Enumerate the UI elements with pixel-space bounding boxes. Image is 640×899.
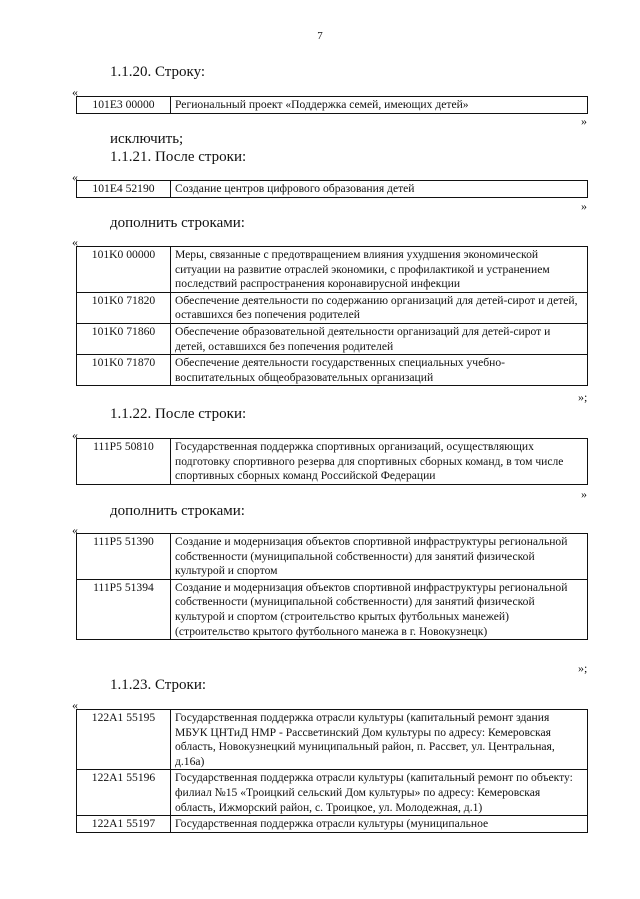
row-code: 122A1 55196 bbox=[77, 770, 171, 816]
row-code: 101K0 71860 bbox=[77, 323, 171, 354]
row-code: 122A1 55195 bbox=[77, 710, 171, 770]
row-code: 111P5 51394 bbox=[77, 579, 171, 639]
row-text: Создание центров цифрового образования детей bbox=[171, 181, 588, 198]
close-quote-semicolon: »; bbox=[578, 390, 588, 404]
table-row bbox=[77, 816, 588, 833]
close-quote: » bbox=[581, 114, 587, 128]
table-1-1-23 bbox=[76, 709, 588, 833]
row-text: Государственная поддержка отрасли культуры (муниципальное bbox=[171, 816, 588, 833]
section-heading-1-1-22: 1.1.22. После строки: bbox=[110, 406, 247, 422]
row-text: Региональный проект «Поддержка семей, имеющих детей» bbox=[171, 97, 588, 114]
row-text: Государственная поддержка отрасли культуры (капитальный ремонт здания МБУК ЦНТиД НМР - Рассветинский Дом культуры по адресу: Кемеровская область, Новокузнецкий муниципальный район, п. Рассвет, ул. Центральная, д.16а) bbox=[171, 710, 588, 770]
row-text: Создание и модернизация объектов спортивной инфраструктуры региональной собственности (муниципальной собственности) для занятий физической культурой и спортом bbox=[171, 534, 588, 580]
table-row bbox=[77, 323, 588, 354]
open-quote: « bbox=[72, 428, 78, 442]
supplement-heading: дополнить строками: bbox=[110, 503, 245, 519]
row-code: 101E4 52190 bbox=[77, 181, 171, 198]
section-heading-1-1-21: 1.1.21. После строки: bbox=[110, 149, 247, 165]
row-code: 101E3 00000 bbox=[77, 97, 171, 114]
row-text: Создание и модернизация объектов спортивной инфраструктуры региональной собственности (муниципальной собственности) для занятий физической культурой и спортом (строительство крытых футбольных манежей) (строительство крытого футбольного манежа в г. Новокузнецк) bbox=[171, 579, 588, 639]
table-1-1-22 bbox=[76, 438, 588, 485]
table-1-1-22-supplement bbox=[76, 533, 588, 640]
row-code: 111P5 50810 bbox=[77, 439, 171, 485]
open-quote: « bbox=[72, 698, 78, 712]
row-text: Государственная поддержка отрасли культуры (капитальный ремонт по объекту: филиал №15 «Троицкий сельский Дом культуры» по адресу: Кемеровская область, Ижморский район, с. Троицкое, ул. Молодежная, д.1) bbox=[171, 770, 588, 816]
row-code: 111P5 51390 bbox=[77, 534, 171, 580]
table-row bbox=[77, 439, 588, 485]
close-quote-semicolon: »; bbox=[578, 661, 588, 675]
row-text: Государственная поддержка спортивных организаций, осуществляющих подготовку спортивного резерва для спортивных сборных команд, в том числе спортивных сборных команд Российской Федерации bbox=[171, 439, 588, 485]
table-row bbox=[77, 292, 588, 323]
row-text: Обеспечение образовательной деятельности организаций для детей-сирот и детей, оставшихся без попечения родителей bbox=[171, 323, 588, 354]
table-1-1-21-supplement bbox=[76, 246, 588, 386]
table-row bbox=[77, 97, 588, 114]
section-heading-1-1-23: 1.1.23. Строки: bbox=[110, 677, 207, 693]
row-code: 101K0 71820 bbox=[77, 292, 171, 323]
close-quote: » bbox=[581, 199, 587, 213]
row-code: 101K0 71870 bbox=[77, 355, 171, 386]
table-row bbox=[77, 181, 588, 198]
open-quote: « bbox=[72, 85, 78, 99]
table-1-1-21 bbox=[76, 180, 588, 198]
row-text: Обеспечение деятельности государственных специальных учебно-воспитательных общеобразовательных организаций bbox=[171, 355, 588, 386]
table-row bbox=[77, 710, 588, 770]
close-quote: » bbox=[581, 487, 587, 501]
open-quote: « bbox=[72, 523, 78, 537]
supplement-heading: дополнить строками: bbox=[110, 215, 245, 231]
row-text: Меры, связанные с предотвращением влияния ухудшения экономической ситуации на развитие отраслей экономики, с профилактикой и устранением последствий распространения коронавирусной инфекции bbox=[171, 247, 588, 293]
exclude-text: исключить; bbox=[110, 131, 184, 147]
row-code: 122A1 55197 bbox=[77, 816, 171, 833]
table-row bbox=[77, 247, 588, 293]
section-heading-1-1-20: 1.1.20. Строку: bbox=[110, 64, 206, 80]
table-1-1-20 bbox=[76, 96, 588, 114]
page-number: 7 bbox=[317, 30, 323, 42]
open-quote: « bbox=[72, 235, 78, 249]
open-quote: « bbox=[72, 170, 78, 184]
row-code: 101K0 00000 bbox=[77, 247, 171, 293]
table-row bbox=[77, 579, 588, 639]
row-text: Обеспечение деятельности по содержанию организаций для детей-сирот и детей, оставшихся без попечения родителей bbox=[171, 292, 588, 323]
table-row bbox=[77, 534, 588, 580]
table-row bbox=[77, 770, 588, 816]
table-row bbox=[77, 355, 588, 386]
